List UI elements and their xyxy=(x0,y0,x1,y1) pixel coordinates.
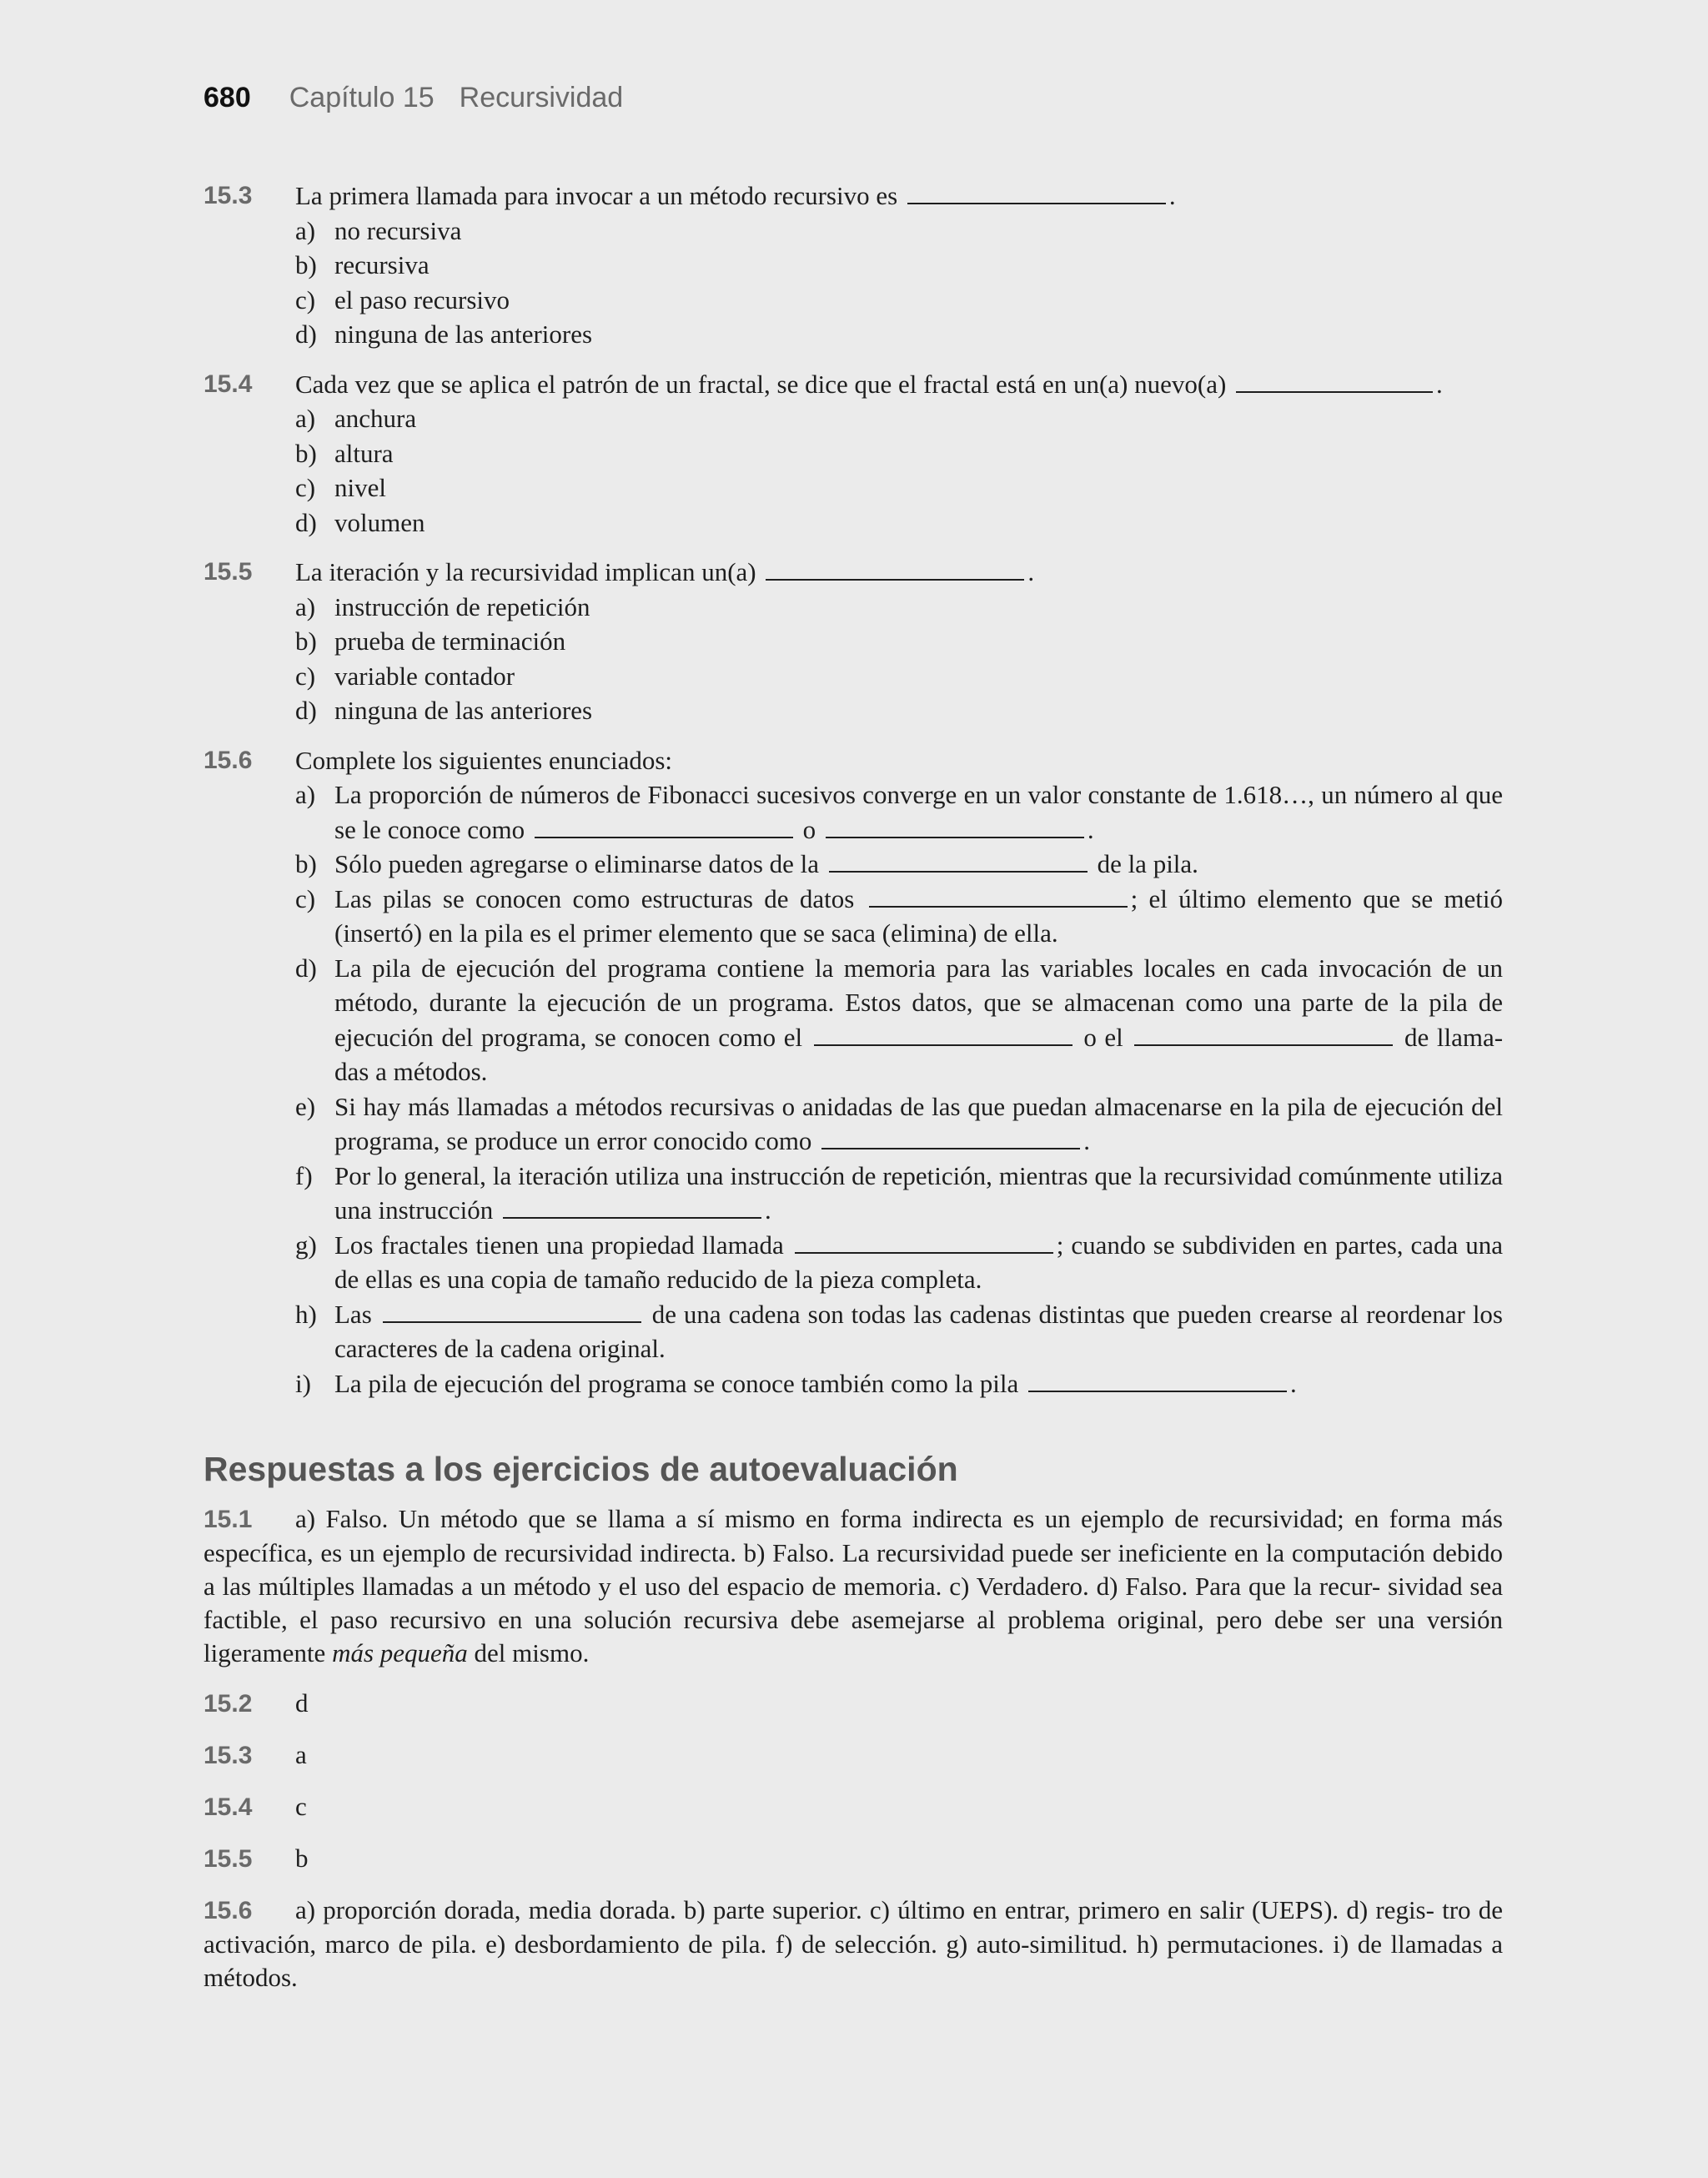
option-d: d) volumen xyxy=(295,507,425,537)
option-list xyxy=(295,590,1503,728)
answer-number: 15.4 xyxy=(203,1793,253,1821)
answer-15-3: 15.3 a xyxy=(203,1738,1503,1773)
answer-blank xyxy=(1236,370,1433,393)
answer-blank xyxy=(829,849,1088,873)
question-number: 15.6 xyxy=(203,746,253,774)
option-list xyxy=(295,401,1503,540)
question-stem: Cada vez que se aplica el patrón de un fractal, se dice que el fractal está en un(a) nuevo(a) . xyxy=(295,369,1443,399)
question-stem: La primera llamada para invocar a un método recursivo es . xyxy=(295,181,1176,210)
answer-blank xyxy=(869,884,1128,908)
option-b: b) prueba de terminación xyxy=(295,626,566,656)
answer-number: 15.6 xyxy=(203,1897,253,1924)
answer-blank xyxy=(821,1126,1080,1149)
statement-a: a) La proporción de números de Fibonacci sucesivos converge en un valor constante de 1.618…, un número al que se le conoce como o . xyxy=(295,780,1503,844)
option-d: d) ninguna de las anteriores xyxy=(295,319,593,349)
answer-number: 15.5 xyxy=(203,1845,253,1873)
answer-blank xyxy=(535,815,793,838)
option-c: c) nivel xyxy=(295,473,386,502)
answer-blank xyxy=(814,1023,1073,1046)
statement-g: g) Los fractales tienen una propiedad llamada ; cuando se subdividen en partes, cada una de ellas es una copia de tamaño reducido de la pieza completa. xyxy=(295,1230,1503,1294)
answer-number: 15.2 xyxy=(203,1690,253,1718)
statement-b: b) Sólo pueden agregarse o eliminarse datos de la de la pila. xyxy=(295,849,1198,878)
answer-number: 15.1 xyxy=(203,1506,253,1533)
question-15-3 xyxy=(203,179,1503,352)
question-number: 15.4 xyxy=(203,370,253,398)
running-header xyxy=(203,82,623,118)
question-number: 15.3 xyxy=(203,182,253,209)
chapter-title: Recursividad xyxy=(459,82,624,113)
statement-c: c) Las pilas se conocen como estructuras de datos ; el último elemento que se metió (insertó) en la pila es el primer elemento que se saca (elimina) de ella. xyxy=(295,883,1504,948)
answer-blank xyxy=(1134,1023,1393,1046)
option-d: d) ninguna de las anteriores xyxy=(295,696,593,725)
option-b: b) recursiva xyxy=(295,250,430,279)
content xyxy=(203,179,1503,2011)
answer-blank xyxy=(795,1230,1053,1254)
option-list xyxy=(295,777,1503,1401)
question-stem: Complete los siguientes enunciados: xyxy=(295,745,673,775)
statement-i: i) La pila de ejecución del programa se conoce también como la pila . xyxy=(295,1368,1297,1398)
question-stem: La iteración y la recursividad implican un(a) . xyxy=(295,557,1035,586)
answer-blank xyxy=(1028,1369,1287,1392)
statement-h: h) Las de una cadena son todas las cadenas distintas que pueden crearse al reordenar los caracteres de la cadena original. xyxy=(295,1299,1503,1363)
answer-15-1: 15.1 a) Falso. Un método que se llama a sí mismo en forma indirecta es un ejemplo de recursividad; en forma más específica, es un ejemplo de recursividad indirecta. b) Falso. La recursividad puede ser ineficiente en la computación debido a las múltiples llamadas a un método y el uso del espacio de memoria. c) Verdadero. d) Falso. Para que la recur- sividad sea factible, el paso recursivo en una solución recursiva debe asemejarse al problema original, pero debe ser una versión ligeramente más pequeña del mismo. xyxy=(203,1504,1503,1667)
question-15-4 xyxy=(203,367,1503,541)
answer-15-4: 15.4 c xyxy=(203,1790,1503,1824)
answer-blank xyxy=(766,557,1024,581)
statement-e: e) Si hay más llamadas a métodos recursivas o anidadas de las que puedan almacenarse en la pila de ejecución del programa, se produce un error conocido como . xyxy=(295,1091,1503,1155)
section-heading: Respuestas a los ejercicios de autoevaluación xyxy=(203,1450,958,1488)
statement-d: d) La pila de ejecución del programa contiene la memoria para las variables locales en cada invocación de un método, durante la ejecución de un programa. Estos datos, que se almacenan como una parte de la pila de ejecución del programa, se conocen como el o el de llama- das a métodos. xyxy=(295,953,1504,1086)
answer-15-5: 15.5 b xyxy=(203,1842,1503,1876)
answer-blank xyxy=(383,1300,641,1323)
option-list xyxy=(295,214,1503,352)
answer-blank xyxy=(826,815,1084,838)
page-number: 680 xyxy=(203,82,251,113)
question-15-6 xyxy=(203,743,1503,1401)
option-c: c) el paso recursivo xyxy=(295,284,510,314)
answer-blank xyxy=(503,1195,761,1219)
answer-blank xyxy=(907,181,1166,204)
question-15-5 xyxy=(203,555,1503,728)
answer-number: 15.3 xyxy=(203,1742,253,1769)
question-number: 15.5 xyxy=(203,558,253,586)
statement-f: f) Por lo general, la iteración utiliza una instrucción de repetición, mientras que la recursividad comúnmente utiliza una instrucción . xyxy=(295,1160,1503,1225)
option-c: c) variable contador xyxy=(295,661,515,691)
option-b: b) altura xyxy=(295,438,394,468)
chapter-label: Capítulo 15 xyxy=(289,82,435,113)
answer-15-2: 15.2 d xyxy=(203,1687,1503,1721)
answer-15-6: 15.6 a) proporción dorada, media dorada. b) parte superior. c) último en entrar, primero en salir (UEPS). d) regis- tro de activación, marco de pila. e) desbordamiento de pila. f) de selección. g) auto-similitud. h) permutaciones. i) de llamadas a métodos. xyxy=(203,1895,1503,1992)
option-a: a) anchura xyxy=(295,404,417,433)
option-a: a) no recursiva xyxy=(295,215,462,245)
option-a: a) instrucción de repetición xyxy=(295,591,590,621)
